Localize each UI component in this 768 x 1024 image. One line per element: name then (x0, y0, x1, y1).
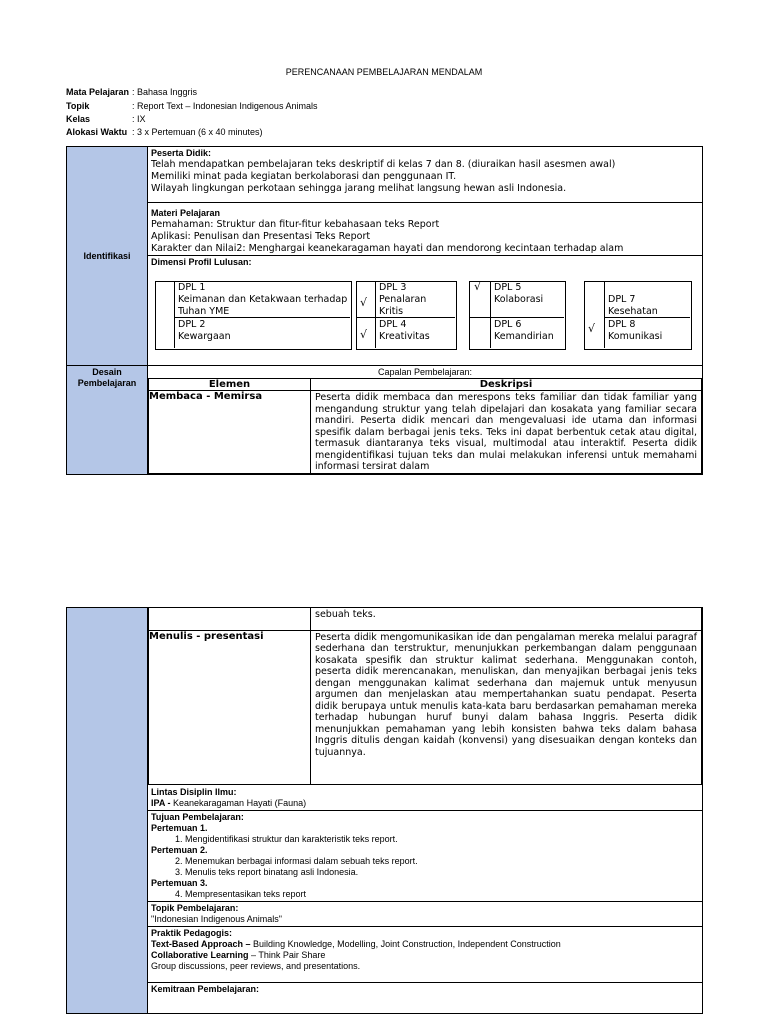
header-key: Topik (66, 101, 90, 111)
capaian-table-continued (148, 608, 702, 785)
dpl-8: DPL 8 Komunikasi (608, 319, 663, 342)
peserta-didik-item: Wilayah lingkungan perkotaan sehingga jarang melihat langsung hewan asli Indonesia. (151, 183, 567, 194)
materi-section (148, 203, 702, 256)
dpl-6: DPL 6 Kemandirian (494, 319, 554, 342)
capaian-table (148, 378, 702, 474)
deskripsi-membaca-continued-cell (311, 608, 702, 630)
deskripsi-membaca-continued: sebuah teks. (315, 609, 376, 620)
header-value: : IX (132, 114, 146, 124)
praktik-item: Group discussions, peer reviews, and presentations. (151, 960, 361, 971)
desain-side (67, 366, 148, 475)
dimensi-label: Dimensi Profil Lulusan: (151, 257, 252, 267)
header-row-alokasi (66, 127, 263, 138)
deskripsi-membaca: Peserta didik membaca dan merespons teks familiar dan tidak familiar yang mengandung struktur yang telah dipelajari dan kosakata yang familiar secara mandiri. Peserta didik mencari dan mengevaluasi ide utama dan informasi spesifik dalam berbagai jenis teks. Teks ini dapat berbentuk cetak atau digital, termasuk diantaranya teks visual, multimodal atau interaktif. Peserta didik mengidentifikasi tujuan teks dan mulai melakukan inferensi untuk memahami informasi tersirat dalam (315, 392, 697, 472)
kemitraan-label: Kemitraan Pembelajaran: (151, 983, 260, 994)
header-key: Mata Pelajaran (66, 87, 130, 97)
header-row-topik (66, 101, 317, 112)
kemitraan-section (148, 983, 702, 999)
tujuan-item: 1. Mengidentifikasi struktur dan karakteristik teks report. (185, 834, 699, 845)
tujuan-label: Tujuan Pembelajaran: (151, 811, 244, 822)
topik-value: "Indonesian Indigenous Animals" (151, 913, 282, 924)
praktik-item: Collaborative Learning – Think Pair Share (151, 949, 326, 960)
peserta-didik-section (148, 147, 702, 203)
header-row-mapel (66, 87, 197, 98)
topik-section (148, 902, 702, 927)
document-title: PERENCANAAN PEMBELAJARAN MENDALAM (285, 67, 483, 77)
plan-table-page-1 (66, 146, 703, 475)
tujuan-item: 3. Menulis teks report binatang asli Indonesia. (185, 867, 699, 878)
pertemuan-3-label: Pertemuan 3. (151, 877, 208, 888)
check-mark-icon: √ (474, 280, 482, 293)
praktik-item: Text-Based Approach – Building Knowledge, Modelling, Joint Construction, Independent Construction (151, 938, 561, 949)
peserta-didik-item: Memiliki minat pada kegiatan berkolaborasi dan penggunaan IT. (151, 171, 457, 182)
header-key: Kelas (66, 114, 91, 124)
desain-content (148, 366, 703, 475)
check-mark-icon: √ (360, 328, 368, 341)
identifikasi-side (67, 147, 148, 366)
check-mark-icon: √ (360, 296, 368, 309)
header-key: Alokasi Waktu (66, 127, 128, 137)
header-row-kelas (66, 114, 146, 125)
materi-item: Karakter dan Nilai2: Menghargai keanekaragaman hayati dan mendorong kecintaan terhadap alam (151, 243, 624, 254)
dpl-7: DPL 7 Kesehatan (608, 294, 658, 317)
identifikasi-label: Identifikasi (83, 251, 131, 261)
materi-item: Pemahaman: Struktur dan fitur-fitur kebahasaan teks Report (151, 219, 440, 230)
praktik-section (148, 927, 702, 983)
elemen-membaca: Membaca - Memirsa (149, 391, 311, 474)
pertemuan-1-label: Pertemuan 1. (151, 822, 208, 833)
header-value: : Report Text – Indonesian Indigenous Animals (132, 101, 318, 111)
elemen-menulis: Menulis - presentasi (149, 630, 311, 784)
dpl-4: DPL 4 Kreativitas (379, 319, 430, 342)
header-value: : Bahasa Inggris (132, 87, 198, 97)
col-elemen-header: Elemen (149, 379, 311, 391)
deskripsi-menulis: Peserta didik mengomunikasikan ide dan pengalaman mereka melalui paragraf sederhana dan terstruktur, menunjukkan perkembangan dalam penggunaan kosakata spesifik dan struktur kalimat sederhana. Menggunakan contoh, peserta didik merencanakan, menuliskan, dan menyajikan berbagai jenis teks dengan menggunakan kalimat sederhana dan majemuk untuk menyusun argumen dan menjelaskan atau mempertahankan suatu pendapat. Peserta didik berupaya untuk menulis kata-kata baru berdasarkan pemahaman mereka terhadap hubungan huruf bunyi dalam bahasa Inggris. Peserta didik menunjukkan pemahaman yang lebih konsisten bahwa teks dalam bahasa Inggris ditulis dengan kaidah (konvensi) yang disesuaikan dengan konteks dan tujuannya. (315, 631, 697, 758)
tujuan-section (148, 811, 702, 902)
peserta-didik-label: Peserta Didik: (151, 148, 212, 158)
topik-label: Topik Pembelajaran: (151, 902, 239, 913)
pertemuan-2-label: Pertemuan 2. (151, 844, 208, 855)
tujuan-item: 4. Mempresentasikan teks report (185, 889, 699, 900)
lintas-section (148, 785, 702, 811)
desain-side-continued (67, 608, 148, 1014)
deskripsi-membaca-cell (311, 391, 702, 474)
lintas-ipa-key: IPA - (151, 797, 171, 808)
lintas-label: Lintas Disiplin Ilmu: (151, 786, 237, 797)
identifikasi-content (148, 147, 703, 366)
lintas-ipa-value: Keanekaragaman Hayati (Fauna) (173, 797, 307, 808)
elemen-membaca-continued (149, 608, 311, 630)
desain-label: Desain Pembelajaran (77, 367, 137, 388)
peserta-didik-item: Telah mendapatkan pembelajaran teks deskriptif di kelas 7 dan 8. (diuraikan hasil asesmen awal) (151, 159, 616, 170)
pertemuan-2-list (151, 856, 699, 878)
pertemuan-1-list (151, 834, 699, 845)
col-deskripsi-header: Deskripsi (311, 379, 702, 391)
deskripsi-menulis-cell (311, 630, 702, 784)
dimensi-section (148, 256, 702, 365)
praktik-label: Praktik Pedagogis: (151, 927, 233, 938)
check-mark-icon: √ (588, 322, 596, 335)
dpl-2: DPL 2 Kewargaan (178, 319, 231, 342)
materi-label: Materi Pelajaran (151, 208, 221, 218)
dpl-5: DPL 5 Kolaborasi (494, 282, 544, 305)
capaian-label: Capalan Pembelajaran: (377, 367, 473, 377)
pertemuan-3-list (151, 889, 699, 900)
dpl-3: DPL 3 Penalaran Kritis (379, 282, 427, 317)
tujuan-item: 2. Menemukan berbagai informasi dalam sebuah teks report. (185, 856, 699, 867)
header-value: : 3 x Pertemuan (6 x 40 minutes) (132, 127, 263, 137)
desain-content-continued (148, 608, 703, 1014)
materi-item: Aplikasi: Penulisan dan Presentasi Teks Report (151, 231, 371, 242)
plan-table-page-2 (66, 607, 703, 1014)
dpl-1: DPL 1 Keimanan dan Ketakwaan terhadap Tuhan YME (178, 282, 348, 317)
